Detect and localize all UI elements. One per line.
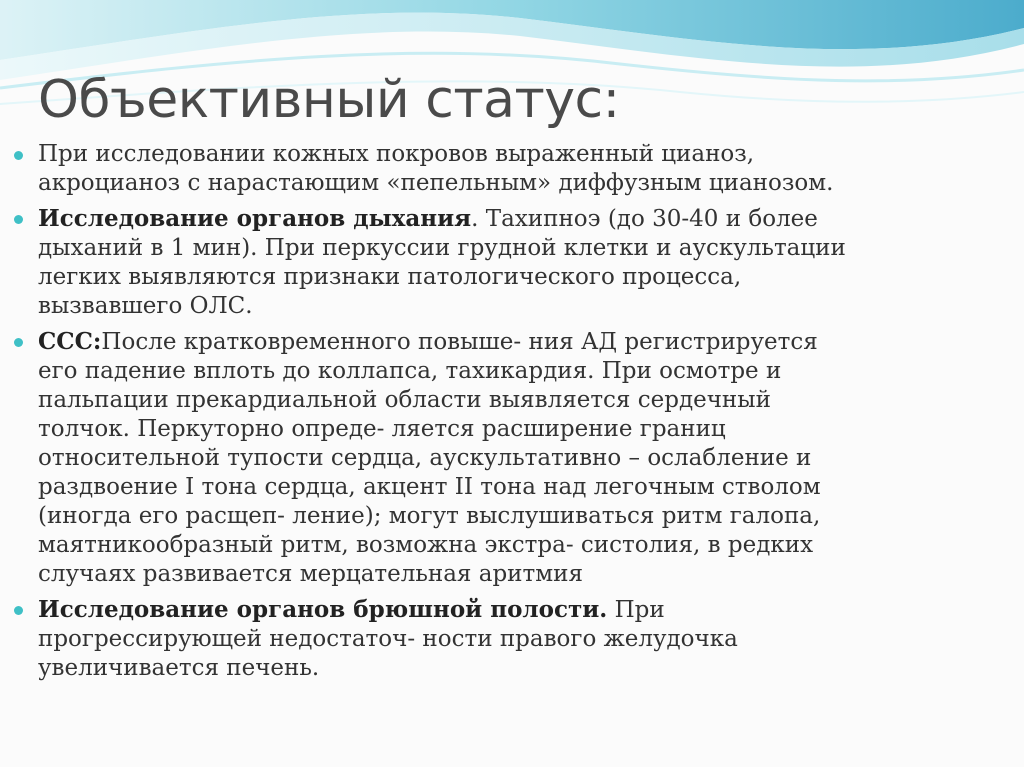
item-line: увеличивается печень. bbox=[38, 655, 320, 681]
list-item bbox=[14, 327, 1014, 589]
bullet-list bbox=[14, 140, 1014, 689]
bullet-dot-icon bbox=[14, 215, 23, 224]
item-line: его падение вплоть до коллапса, тахикардия. При осмотре и bbox=[38, 358, 782, 384]
item-text: При bbox=[607, 597, 665, 623]
item-line: (иногда его расщеп- ление); могут выслушиваться ритм галопа, bbox=[38, 503, 821, 529]
list-item bbox=[14, 595, 1014, 683]
item-line: раздвоение I тона сердца, акцент II тона над легочным стволом bbox=[38, 474, 821, 500]
bullet-dot-icon bbox=[14, 606, 23, 615]
item-line: случаях развивается мерцательная аритмия bbox=[38, 561, 583, 587]
slide-title: Объективный статус: bbox=[38, 70, 620, 130]
item-text: После кратковременного повыше- ния АД регистрируется bbox=[101, 329, 818, 355]
item-first-line bbox=[38, 204, 1014, 234]
item-heading: ССС: bbox=[38, 328, 102, 355]
item-line: акроцианоз с нарастающим «пепельным» диффузным цианозом. bbox=[38, 170, 834, 196]
item-line: дыханий в 1 мин). При перкуссии грудной клетки и аускультации bbox=[38, 235, 846, 261]
item-line: вызвавшего ОЛС. bbox=[38, 293, 253, 319]
list-item bbox=[14, 204, 1014, 321]
item-first-line bbox=[38, 327, 1014, 357]
item-text: . Тахипноэ (до 30-40 и более bbox=[471, 206, 818, 232]
item-line: пальпации прекардиальной области выявляется сердечный bbox=[38, 387, 771, 413]
item-heading: Исследование органов дыхания bbox=[38, 205, 472, 232]
list-item bbox=[14, 140, 1014, 198]
item-first-line bbox=[38, 595, 1014, 625]
item-line: прогрессирующей недостаточ- ности правого желудочка bbox=[38, 626, 738, 652]
item-line: маятникообразный ритм, возможна экстра- систолия, в редких bbox=[38, 532, 814, 558]
item-line: толчок. Перкуторно опреде- ляется расширение границ bbox=[38, 416, 726, 442]
item-line: При исследовании кожных покровов выраженный цианоз, bbox=[38, 141, 755, 167]
item-heading: Исследование органов брюшной полости. bbox=[38, 596, 608, 623]
item-line: относительной тупости сердца, аускультативно – ослабление и bbox=[38, 445, 812, 471]
item-line: легких выявляются признаки патологического процесса, bbox=[38, 264, 742, 290]
bullet-dot-icon bbox=[14, 338, 23, 347]
bullet-dot-icon bbox=[14, 151, 23, 160]
